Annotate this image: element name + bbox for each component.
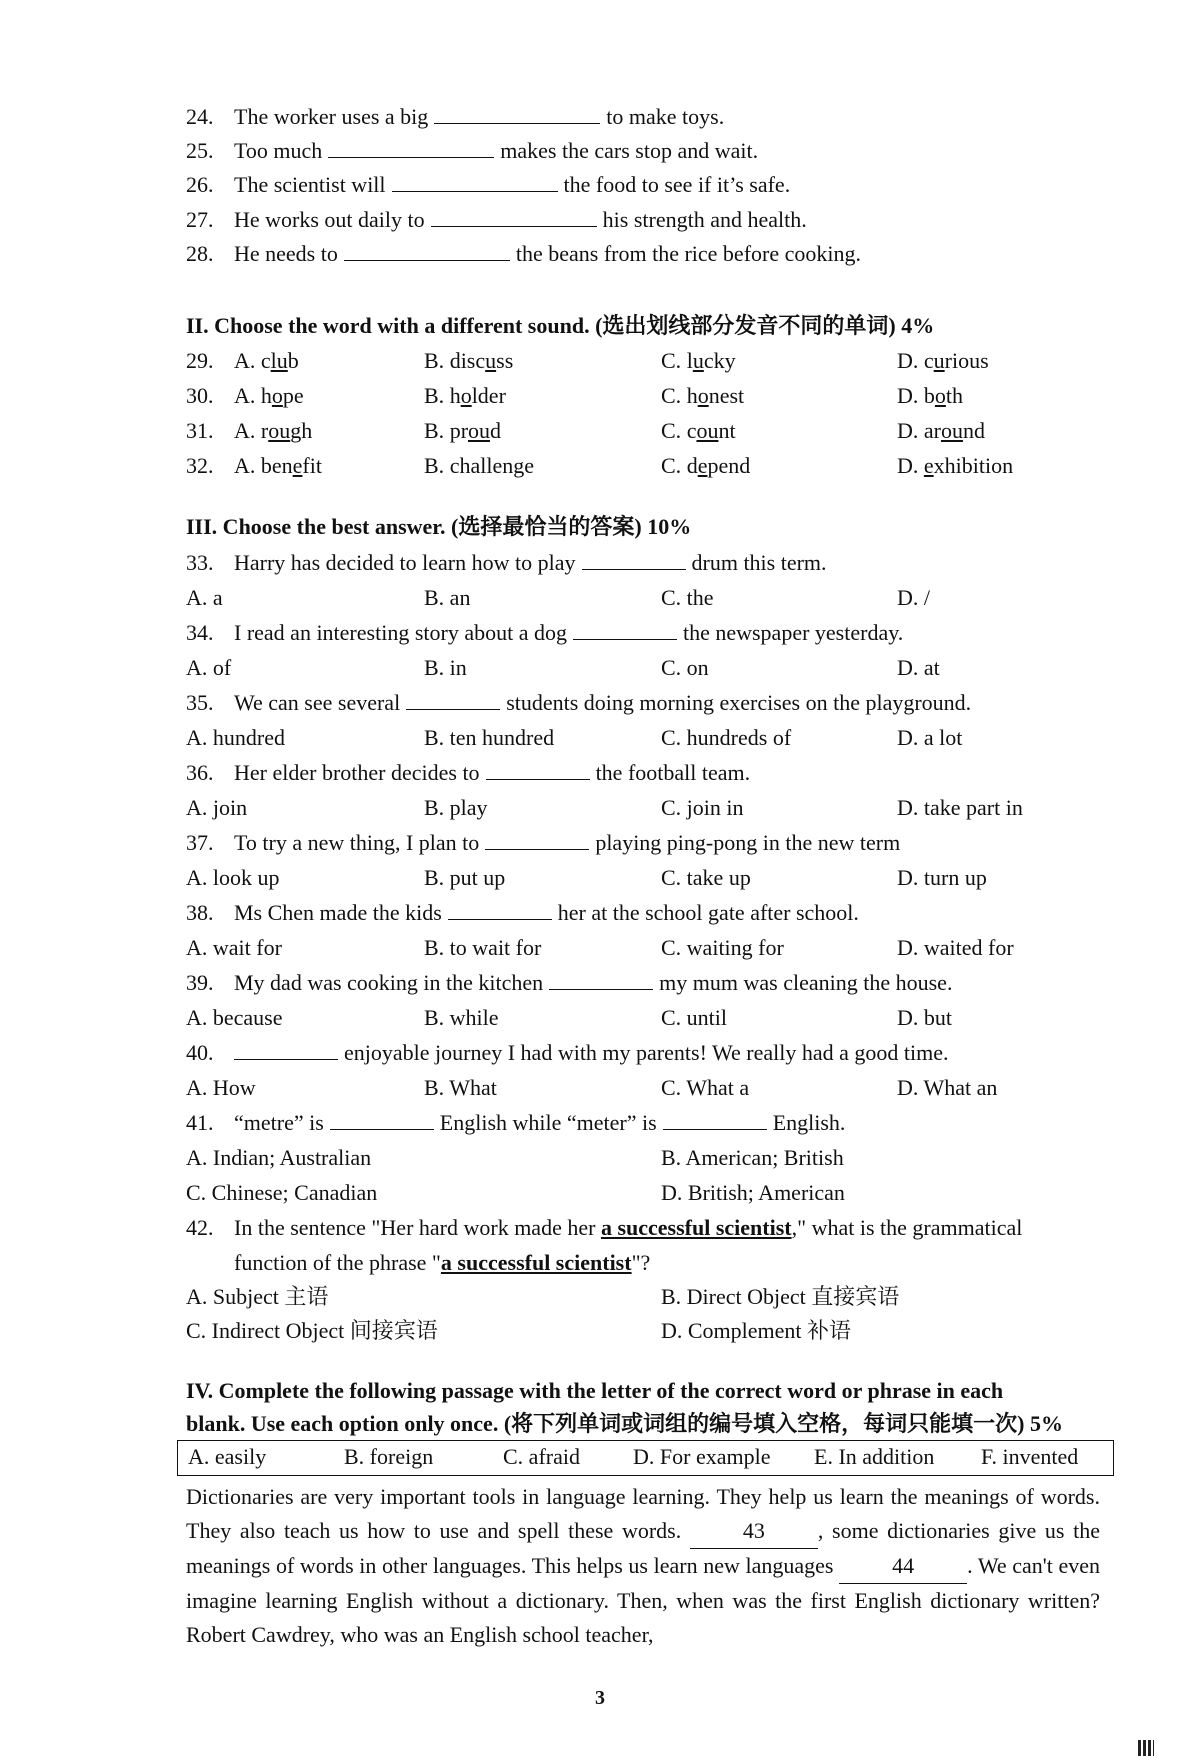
question-42-line2: function of the phrase "a successful scientist"? xyxy=(234,1250,651,1275)
question-27 xyxy=(186,206,807,234)
section-4-title-line1: IV. Complete the following passage with the letter of the correct word or phrase in each xyxy=(186,1378,1004,1403)
option-c[interactable]: C. count xyxy=(661,418,736,443)
word-option-a[interactable]: A. easily xyxy=(188,1444,267,1469)
option-d[interactable]: D. curious xyxy=(897,348,989,373)
answer-blank[interactable] xyxy=(663,1109,767,1130)
option-d[interactable]: D. Complement 补语 xyxy=(661,1318,852,1343)
option-b[interactable]: B. holder xyxy=(424,383,506,408)
option-c[interactable]: C. Chinese; Canadian xyxy=(186,1180,378,1205)
option-a[interactable]: A. join xyxy=(186,795,248,820)
answer-blank[interactable] xyxy=(234,1039,338,1060)
option-a[interactable]: A. Subject 主语 xyxy=(186,1284,329,1309)
answer-blank[interactable] xyxy=(485,829,589,850)
page-number: 3 xyxy=(595,1687,605,1709)
question-text: the beans from the rice before cooking. xyxy=(515,241,861,266)
option-d[interactable]: D. turn up xyxy=(897,865,987,890)
option-a[interactable]: A. benefit xyxy=(234,453,322,478)
option-a[interactable]: A. wait for xyxy=(186,935,282,960)
question-number: 30. xyxy=(186,383,214,408)
option-c[interactable]: C. hundreds of xyxy=(661,725,792,750)
question-text: the food to see if it’s safe. xyxy=(563,172,791,197)
option-b[interactable]: B. put up xyxy=(424,865,506,890)
option-c[interactable]: C. waiting for xyxy=(661,935,784,960)
word-option-e[interactable]: E. In addition xyxy=(814,1444,935,1469)
answer-blank[interactable] xyxy=(549,969,653,990)
option-d[interactable]: D. What an xyxy=(897,1075,998,1100)
answer-blank[interactable] xyxy=(582,549,686,570)
option-d[interactable]: D. / xyxy=(897,585,930,610)
question-40: 40. enjoyable journey I had with my parents! We really had a good time. xyxy=(186,1040,949,1065)
question-39: 39. My dad was cooking in the kitchen my mum was cleaning the house. xyxy=(186,970,953,995)
question-26 xyxy=(186,171,790,199)
question-38: 38. Ms Chen made the kids her at the school gate after school. xyxy=(186,900,859,925)
option-c[interactable]: C. take up xyxy=(661,865,751,890)
section-2-title: II. Choose the word with a different sound. (选出划线部分发音不同的单词) 4% xyxy=(186,313,935,338)
option-b[interactable]: B. discuss xyxy=(424,348,514,373)
option-b[interactable]: B. What xyxy=(424,1075,497,1100)
word-option-c[interactable]: C. afraid xyxy=(503,1444,580,1469)
answer-blank[interactable] xyxy=(434,103,600,124)
option-d[interactable]: D. around xyxy=(897,418,985,443)
word-option-f[interactable]: F. invented xyxy=(981,1444,1079,1469)
option-c[interactable]: C. lucky xyxy=(661,348,736,373)
option-c[interactable]: C. Indirect Object 间接宾语 xyxy=(186,1318,438,1343)
question-24 xyxy=(186,103,724,131)
option-c[interactable]: C. until xyxy=(661,1005,728,1030)
answer-blank[interactable] xyxy=(330,1109,434,1130)
question-33: 33. Harry has decided to learn how to play drum this term. xyxy=(186,550,827,575)
question-text: He needs to xyxy=(234,241,338,266)
option-b[interactable]: B. Direct Object 直接宾语 xyxy=(661,1284,900,1309)
question-number: 24. xyxy=(186,104,214,129)
question-number: 28. xyxy=(186,241,214,266)
answer-blank-44[interactable]: 44 xyxy=(839,1549,967,1584)
question-text: The worker uses a big xyxy=(234,104,429,129)
option-a[interactable]: A. a xyxy=(186,585,223,610)
question-35: 35. We can see several students doing morning exercises on the playground. xyxy=(186,690,972,715)
option-b[interactable]: B. to wait for xyxy=(424,935,542,960)
question-34: 34. I read an interesting story about a dog the newspaper yesterday. xyxy=(186,620,904,645)
answer-blank[interactable] xyxy=(344,240,510,261)
option-a[interactable]: A. rough xyxy=(234,418,313,443)
passage-text: , some dictionaries give us the meanings of words in other languages. This helps us learn new languages xyxy=(186,1518,1101,1578)
answer-blank[interactable] xyxy=(392,171,558,192)
option-d[interactable]: D. waited for xyxy=(897,935,1014,960)
option-a[interactable]: A. club xyxy=(234,348,299,373)
question-number: 29. xyxy=(186,348,214,373)
word-option-d[interactable]: D. For example xyxy=(633,1444,771,1469)
option-b[interactable]: B. proud xyxy=(424,418,502,443)
question-text: to make toys. xyxy=(606,104,725,129)
option-d[interactable]: D. both xyxy=(897,383,964,408)
option-b[interactable]: B. an xyxy=(424,585,471,610)
option-c[interactable]: C. What a xyxy=(661,1075,750,1100)
option-b[interactable]: B. challenge xyxy=(424,453,534,478)
option-d[interactable]: D. take part in xyxy=(897,795,1023,820)
question-37: 37. To try a new thing, I plan to playing ping-pong in the new term xyxy=(186,830,901,855)
option-b[interactable]: B. while xyxy=(424,1005,499,1030)
word-bank xyxy=(177,1440,1114,1476)
question-42: 42. In the sentence "Her hard work made her a successful scientist," what is the grammatical xyxy=(186,1215,1023,1240)
option-c[interactable]: C. the xyxy=(661,585,714,610)
question-text: He works out daily to xyxy=(234,207,425,232)
option-b[interactable]: B. ten hundred xyxy=(424,725,555,750)
passage-text: Dictionaries are very important tools in language learning. They help us learn the meanings of words. They also teach us how to use and spell these words. xyxy=(186,1484,1100,1543)
passage-text: . We can't even imagine learning English without a dictionary. Then, when was the first English dictionary written? Robert Cawdrey, who was an English school teacher, xyxy=(186,1553,1100,1647)
answer-blank[interactable] xyxy=(486,759,590,780)
option-d[interactable]: D. British; American xyxy=(661,1180,845,1205)
question-number: 32. xyxy=(186,453,214,478)
question-36: 36. Her elder brother decides to the football team. xyxy=(186,760,751,785)
option-a[interactable]: A. look up xyxy=(186,865,280,890)
option-a[interactable]: A. because xyxy=(186,1005,283,1030)
question-41: 41. “metre” is English while “meter” is English. xyxy=(186,1110,846,1135)
question-25 xyxy=(186,137,758,165)
option-c[interactable]: C. on xyxy=(661,655,709,680)
question-number: 31. xyxy=(186,418,214,443)
option-d[interactable]: D. but xyxy=(897,1005,952,1030)
passage xyxy=(186,1480,1100,1652)
word-option-b[interactable]: B. foreign xyxy=(344,1444,434,1469)
section-3-title: III. Choose the best answer. (选择最恰当的答案) 10% xyxy=(186,514,692,539)
question-number: 27. xyxy=(186,207,214,232)
question-text: his strength and health. xyxy=(602,207,807,232)
option-a[interactable]: A. hundred xyxy=(186,725,285,750)
answer-blank[interactable] xyxy=(573,619,677,640)
question-text: The scientist will xyxy=(234,172,386,197)
answer-blank[interactable] xyxy=(448,899,552,920)
option-d[interactable]: D. exhibition xyxy=(897,453,1014,478)
option-a[interactable]: A. How xyxy=(186,1075,256,1100)
option-b[interactable]: B. play xyxy=(424,795,488,820)
answer-blank[interactable] xyxy=(431,206,597,227)
question-number: 26. xyxy=(186,172,214,197)
section-4-title-line2: blank. Use each option only once. (将下列单词或词组的编号填入空格，每词只能填一次) 5% xyxy=(186,1411,1063,1436)
option-c[interactable]: C. honest xyxy=(661,383,745,408)
option-d[interactable]: D. a lot xyxy=(897,725,963,750)
answer-blank[interactable] xyxy=(406,689,500,710)
option-b[interactable]: B. American; British xyxy=(661,1145,844,1170)
question-28 xyxy=(186,240,861,268)
option-b[interactable]: B. in xyxy=(424,655,467,680)
option-d[interactable]: D. at xyxy=(897,655,940,680)
answer-blank-43[interactable]: 43 xyxy=(690,1514,818,1549)
qr-code-icon xyxy=(1138,1740,1154,1756)
option-a[interactable]: A. hope xyxy=(234,383,304,408)
question-number: 25. xyxy=(186,138,214,163)
option-a[interactable]: A. Indian; Australian xyxy=(186,1145,372,1170)
option-c[interactable]: C. join in xyxy=(661,795,744,820)
question-text: Too much xyxy=(234,138,323,163)
option-c[interactable]: C. depend xyxy=(661,453,751,478)
option-a[interactable]: A. of xyxy=(186,655,232,680)
answer-blank[interactable] xyxy=(328,137,494,158)
question-text: makes the cars stop and wait. xyxy=(500,138,759,163)
